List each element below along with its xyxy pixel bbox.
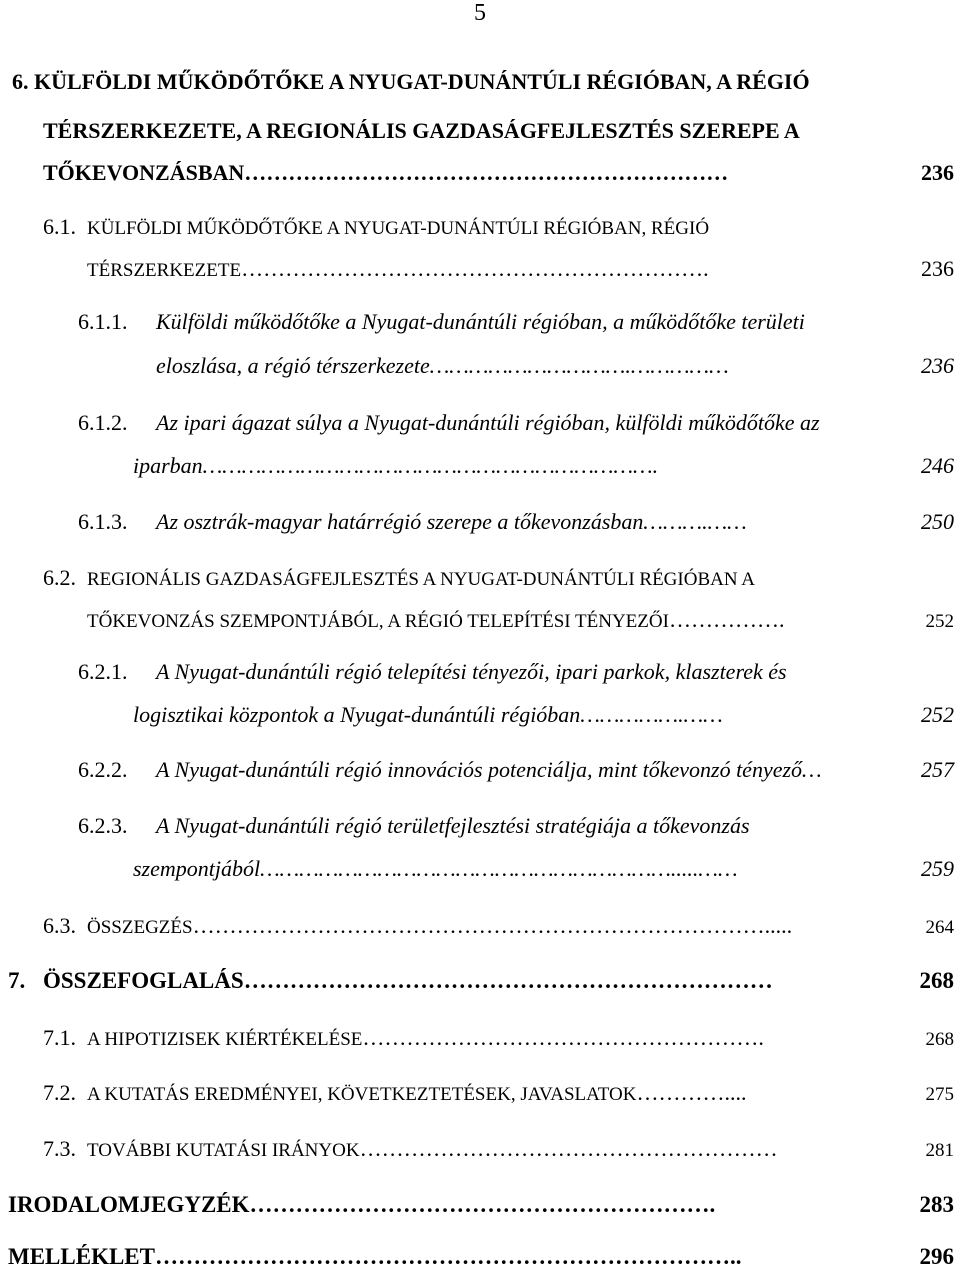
- toc-entry-number: 7.2.: [43, 1080, 76, 1105]
- toc-entry-number: 6.1.1.: [78, 309, 128, 334]
- toc-entry-text: Külföldi működőtőke a Nyugat-dunántúli régióban, a működőtőke területi: [156, 309, 805, 334]
- toc-leader-dots: ……………………………………………….: [362, 1025, 764, 1050]
- toc-entry-text: Az ipari ágazat súlya a Nyugat-dunántúli régióban, külföldi működőtőke az: [156, 410, 820, 435]
- toc-page-number: 259: [921, 856, 954, 881]
- toc-entry-6-3[interactable]: [43, 911, 960, 943]
- toc-entry-7-2[interactable]: [43, 1078, 960, 1110]
- toc-leader-dots: …………………………………………………….: [249, 1192, 716, 1217]
- toc-entry-text: TÉRSZERKEZETE: [87, 260, 242, 281]
- toc-entry-6-1-1-cont: [156, 351, 960, 381]
- toc-entry-text: TŐKEVONZÁS SZEMPONTJÁBÓL, A RÉGIÓ TELEPÍTÉSI TÉNYEZŐI: [87, 611, 669, 632]
- toc-entry-number: 7.1.: [43, 1025, 76, 1050]
- toc-entry-text: TŐKEVONZÁSBAN: [43, 160, 245, 185]
- toc-page-number: 281: [925, 1140, 954, 1161]
- toc-entry-text: eloszlása, a régió térszerkezete: [156, 353, 430, 378]
- toc-leader-dots: ……………………………………………………….: [241, 256, 709, 281]
- toc-page-number: 268: [925, 1029, 954, 1050]
- toc-entry-6-2-3-cont: [133, 854, 960, 884]
- toc-entry-text: REGIONÁLIS GAZDASÁGFEJLESZTÉS A NYUGAT-DUNÁNTÚLI RÉGIÓBAN A: [87, 569, 755, 590]
- toc-entry-text: logisztikai központok a Nyugat-dunántúli régióban: [133, 702, 581, 727]
- toc-entry-text: A Nyugat-dunántúli régió telepítési tényezői, ipari parkok, klaszterek és: [156, 659, 787, 684]
- toc-entry-number: 6.2.3.: [78, 813, 128, 838]
- toc-leader-dots: ………………………….……………: [429, 353, 729, 378]
- toc-entry-6[interactable]: [12, 67, 960, 97]
- toc-entry-6-2-3[interactable]: [78, 811, 960, 841]
- toc-entry-number: 6.2.: [43, 565, 76, 590]
- toc-page-number: 236: [921, 256, 954, 281]
- toc-entry-text: A Nyugat-dunántúli régió innovációs potenciálja, mint tőkevonzó tényező: [156, 757, 803, 782]
- toc-leader-dots: ……………………………………………………….....……: [260, 856, 738, 881]
- toc-page-number: 268: [919, 968, 954, 993]
- toc-page-number: 283: [919, 1192, 954, 1217]
- toc-entry-text: ÖSSZEGZÉS: [87, 917, 193, 938]
- toc-entry-irodalomjegyzek[interactable]: [8, 1190, 960, 1220]
- toc-entry-text: ÖSSZEFOGLALÁS: [43, 968, 244, 993]
- toc-entry-6-2[interactable]: [43, 563, 960, 595]
- toc-entry-number: 7.3.: [43, 1136, 76, 1161]
- toc-page-number: 296: [919, 1244, 954, 1269]
- toc-entry-melleklet[interactable]: [8, 1242, 960, 1272]
- toc-page-number: 246: [921, 453, 954, 478]
- toc-entry-text: Az osztrák-magyar határrégió szerepe a tőkevonzásban: [156, 509, 644, 534]
- toc-entry-number: 6.2.1.: [78, 659, 128, 684]
- toc-page-number: 264: [925, 917, 954, 938]
- toc-entry-number: 7.: [8, 968, 26, 993]
- toc-entry-text: KÜLFÖLDI MŰKÖDŐTŐKE A NYUGAT-DUNÁNTÚLI RÉGIÓBAN, RÉGIÓ: [87, 218, 710, 239]
- toc-entry-6-1-2[interactable]: [78, 408, 960, 438]
- toc-entry-text: A KUTATÁS EREDMÉNYEI, KÖVETKEZTETÉSEK, JAVASLATOK: [87, 1084, 637, 1105]
- toc-entry-number: 6.3.: [43, 913, 76, 938]
- toc-entry-7-1[interactable]: [43, 1023, 960, 1055]
- toc-entry-text: 6. KÜLFÖLDI MŰKÖDŐTŐKE A NYUGAT-DUNÁNTÚLI RÉGIÓBAN, A RÉGIÓ: [12, 69, 810, 94]
- toc-entry-text: TOVÁBBI KUTATÁSI IRÁNYOK: [87, 1140, 360, 1161]
- toc-page-number: 236: [921, 353, 954, 378]
- toc-entry-text: A Nyugat-dunántúli régió területfejlesztési stratégiája a tőkevonzás: [156, 813, 750, 838]
- toc-entry-text: IRODALOMJEGYZÉK: [8, 1192, 250, 1217]
- toc-entry-7[interactable]: [8, 966, 960, 996]
- toc-entry-6-cont: [43, 116, 960, 146]
- toc-leader-dots: …………….: [668, 607, 785, 632]
- toc-leader-dots: ……………………………………………………………: [243, 968, 773, 993]
- toc-leader-dots: …………….……: [580, 702, 723, 727]
- toc-page-number: 236: [921, 160, 954, 185]
- toc-entry-text: A HIPOTIZISEK KIÉRTÉKELÉSE: [87, 1029, 363, 1050]
- toc-entry-6-1-3[interactable]: [78, 507, 960, 537]
- toc-entry-number: 6.1.3.: [78, 509, 128, 534]
- toc-leader-dots: …………………………………………………………………..: [154, 1244, 742, 1269]
- toc-page-number: 257: [921, 757, 954, 782]
- toc-entry-6-2-1[interactable]: [78, 657, 960, 687]
- toc-entry-6-1-2-cont: [133, 451, 960, 481]
- toc-leader-dots: …: [802, 757, 822, 782]
- toc-entry-text: szempontjából: [133, 856, 261, 881]
- toc-page-number: 275: [925, 1084, 954, 1105]
- toc-entry-text: TÉRSZERKEZETE, A REGIONÁLIS GAZDASÁGFEJLESZTÉS SZEREPE A: [43, 118, 800, 143]
- toc-leader-dots: …………………………………………………………….: [202, 453, 659, 478]
- toc-entry-6-cont: [43, 158, 960, 188]
- page-number: 5: [474, 0, 486, 26]
- toc-page-number: 250: [921, 509, 954, 534]
- toc-entry-6-1[interactable]: [43, 212, 960, 244]
- toc-entry-6-1-1[interactable]: [78, 307, 960, 337]
- toc-entry-7-3[interactable]: [43, 1134, 960, 1166]
- toc-entry-number: 6.1.: [43, 214, 76, 239]
- toc-entry-6-2-2[interactable]: [78, 755, 960, 785]
- toc-page-number: 252: [925, 611, 954, 632]
- toc-page-number: 252: [921, 702, 954, 727]
- toc-leader-dots: …………………………………………………………………….....: [192, 913, 793, 938]
- toc-entry-6-1-cont: [87, 254, 960, 286]
- toc-leader-dots: …………………………………………………………: [244, 160, 729, 185]
- toc-leader-dots: …………....: [636, 1080, 747, 1105]
- toc-entry-6-2-1-cont: [133, 700, 960, 730]
- toc-entry-6-2-cont: [87, 605, 960, 637]
- toc-entry-number: 6.1.2.: [78, 410, 128, 435]
- toc-leader-dots: …………………………………………………: [359, 1136, 778, 1161]
- toc-entry-text: iparban: [133, 453, 203, 478]
- toc-entry-number: 6.2.2.: [78, 757, 128, 782]
- toc-entry-text: MELLÉKLET: [8, 1244, 155, 1269]
- toc-leader-dots: ……….……: [643, 509, 747, 534]
